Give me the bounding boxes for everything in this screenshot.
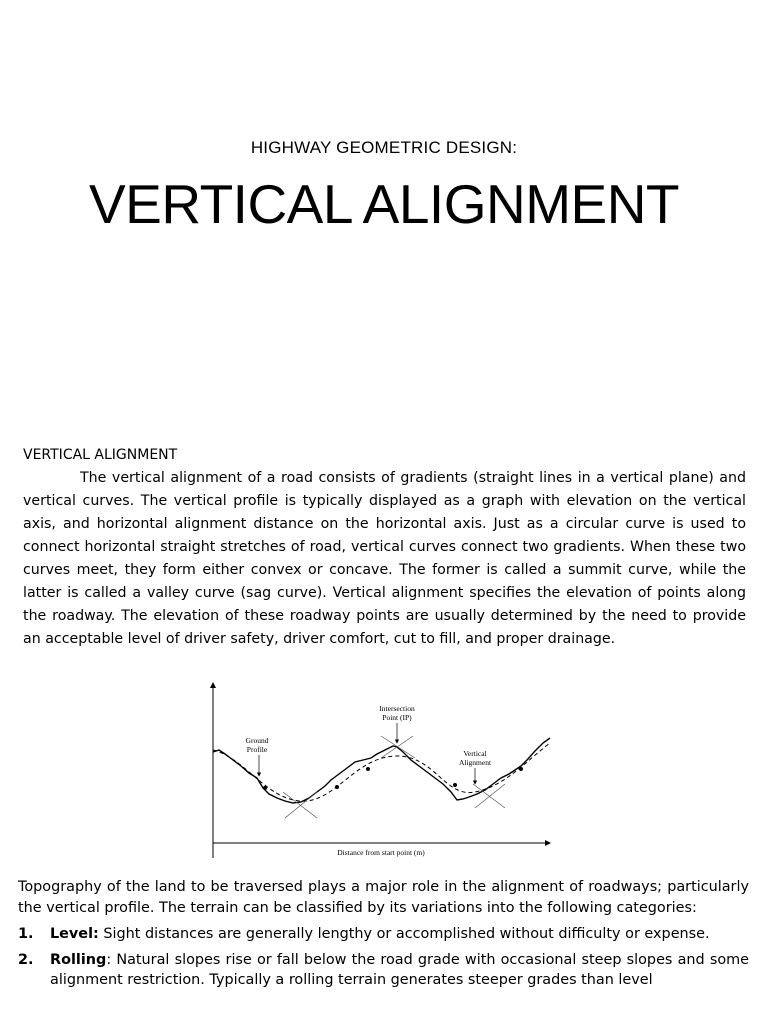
ground-profile-label-line1: Ground <box>245 736 269 745</box>
intersection-label-line2: Point (IP) <box>382 713 412 722</box>
title-slide <box>0 0 768 420</box>
list-item <box>18 950 749 991</box>
list-item-text: Sight distances are generally lengthy or accomplished without difficulty or expense. <box>98 926 710 942</box>
slide-title: VERTICAL ALIGNMENT <box>88 173 680 235</box>
slide-subtitle: HIGHWAY GEOMETRIC DESIGN: <box>250 138 518 157</box>
section-paragraph: The vertical alignment of a road consists of gradients (straight lines in a vertical plane) and vertical curves. The vertical profile is typically displayed as a graph with elevation on the vertical axis, and horizontal alignment distance on the horizontal axis. Just as a circular curve is used to connect horizontal straight stretches of road, vertical curves connect two gradients. When these two curves meet, they form either convex or concave. The former is called a summit curve, while the latter is called a valley curve (sag curve). Vertical alignment specifies the elevation of points along the roadway. The elevation of these roadway points are usually determined by the need to provide an acceptable level of driver safety, driver comfort, cut to fill, and proper drainage. <box>23 470 746 647</box>
curve-point-dot <box>519 767 523 771</box>
list-item-term: Level: <box>50 926 99 942</box>
x-axis-label: Distance from start point (m) <box>337 848 425 857</box>
curve-point-dot <box>263 786 267 790</box>
terrain-intro: Topography of the land to be traversed plays a major role in the alignment of roadways; particularly the vertical profile. The terrain can be classified by its variations into the following categories: <box>18 879 749 916</box>
list-item-text: : Natural slopes rise or fall below the road grade with occasional steep slopes and some alignment restriction. Typically a rolling terrain generates steeper grades than level <box>50 951 749 988</box>
vertical-profile-figure <box>205 680 563 860</box>
terrain-section <box>18 877 749 996</box>
vertical-alignment-section <box>23 444 746 651</box>
list-item-number: 1. <box>18 926 34 942</box>
profile-diagram <box>205 680 563 860</box>
intersection-label-line1: Intersection <box>379 704 415 713</box>
curve-point-dot <box>335 785 339 789</box>
section-heading: VERTICAL ALIGNMENT <box>23 447 178 463</box>
curve-point-dot <box>366 767 370 771</box>
list-item-number: 2. <box>18 951 34 968</box>
terrain-list <box>18 924 749 991</box>
list-item-term: Rolling <box>50 951 107 968</box>
ground-profile-label-line2: Profile <box>246 745 268 754</box>
vertical-alignment-label-line1: Vertical <box>463 749 487 758</box>
vertical-alignment-label-line2: Alignment <box>458 758 492 767</box>
curve-point-dot <box>453 783 457 787</box>
list-item <box>18 924 749 945</box>
